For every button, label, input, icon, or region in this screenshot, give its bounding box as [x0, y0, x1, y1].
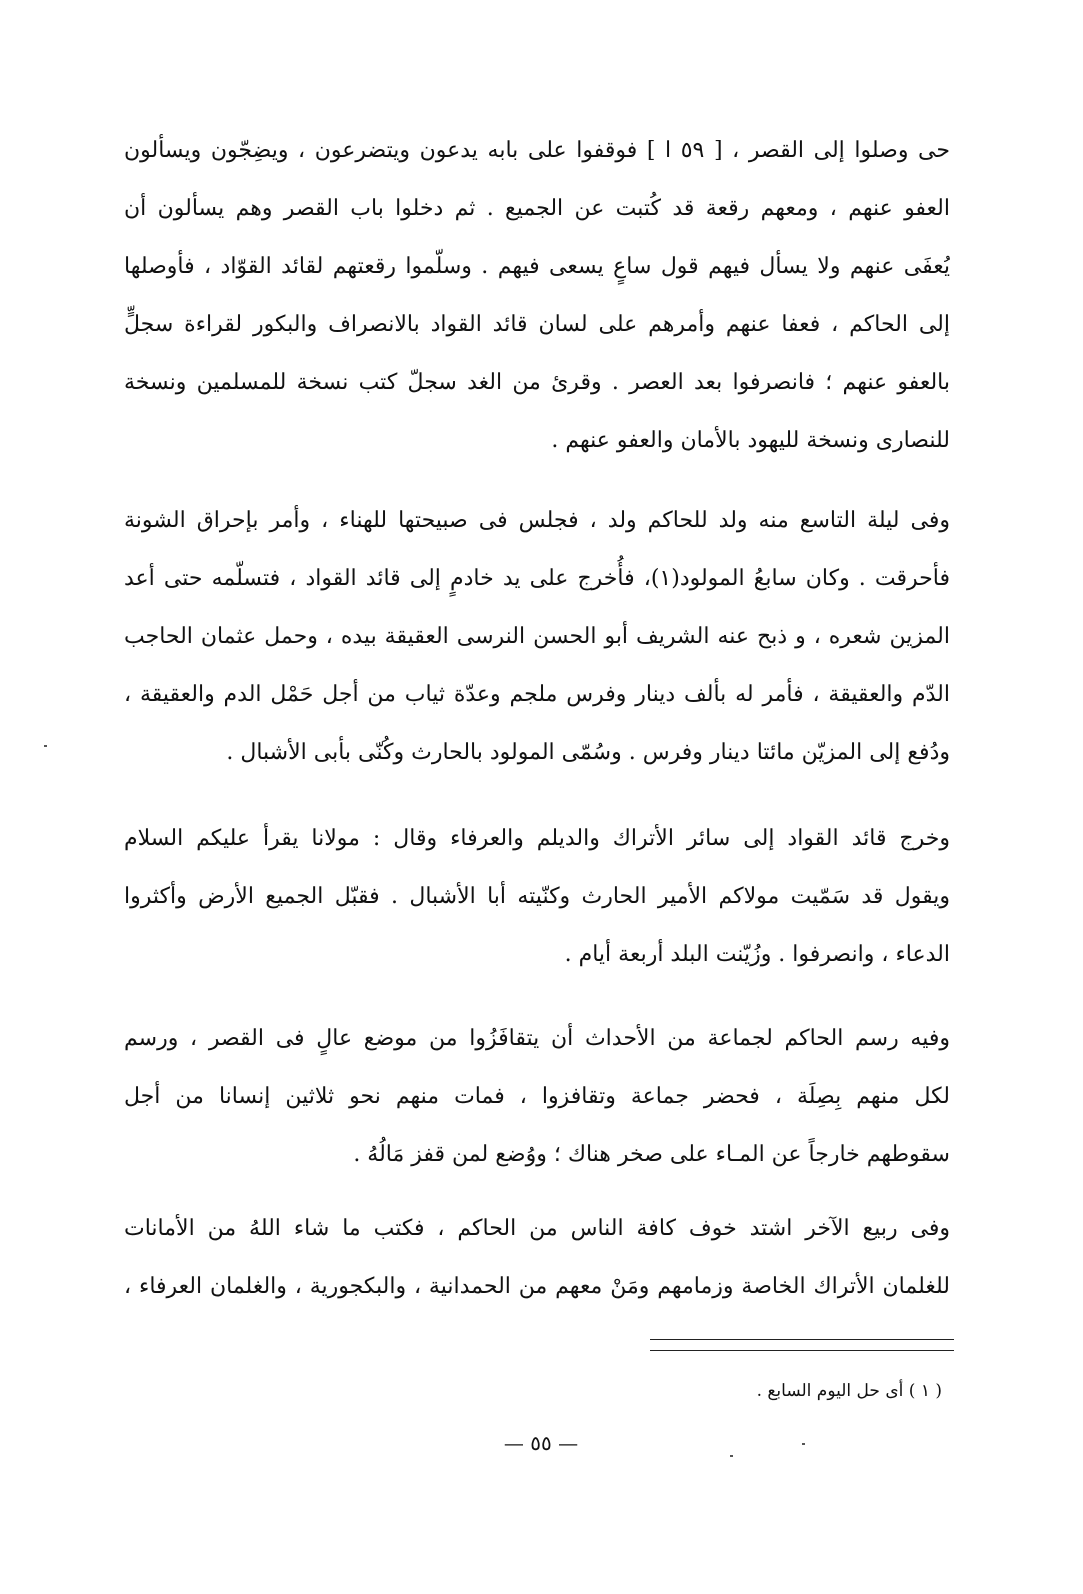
text-line: العفو عنهم ، ومعهم رقعة قد كُتبت عن الجميع . ثم دخلوا باب القصر وهم يسألون أن [124, 196, 950, 221]
text-line: ويقول قد سَمّيت مولاكم الأمير الحارث وكنّيته أبا الأشبال . فقبّل الجميع الأرض وأكثروا [124, 884, 950, 909]
text-line: سقوطهم خارجاً عن المـاء على صخر هناك ؛ ووُضع لمن قفز مَالُهُ . [353, 1142, 950, 1167]
text-line: ودُفع إلى المزيّن مائتا دينار وفرس . وسُمّى المولود بالحارث وكُنّى بأبى الأشبال . [226, 740, 950, 765]
paragraph-5 [124, 1200, 950, 1316]
footnote: ( ١ ) أى حل اليوم السابع . [756, 1381, 942, 1401]
text-line: وخرج قائد القواد إلى سائر الأتراك والديلم والعرفاء وقال : مولانا يقرأ عليكم السلام [124, 826, 950, 851]
text-line: الدّم والعقيقة ، فأمر له بألف دينار وفرس ملجم وعدّة ثياب من أجل حَمْل الدم والعقيقة ، [124, 682, 950, 707]
text-line: يُعفَى عنهم ولا يسأل فيهم قول ساعٍ يسعى فيهم . وسلّموا رقعتهم لقائد القوّاد ، فأوصلها [124, 254, 950, 279]
paragraph-2 [124, 492, 950, 782]
text-line: وفى ربيع الآخر اشتد خوف كافة الناس من الحاكم ، فكتب ما شاء اللهُ من الأمانات [124, 1216, 950, 1241]
text-line: وفى ليلة التاسع منه ولد للحاكم ولد ، فجلس فى صبيحتها للهناء ، وأمر بإحراق الشونة [124, 508, 950, 533]
paragraph-4 [124, 1010, 950, 1184]
text-line: إلى الحاكم ، فعفا عنهم وأمرهم على لسان قائد القواد بالانصراف والبكور لقراءة سجلٍّ [124, 312, 950, 337]
scan-speck [730, 1455, 733, 1457]
text-line: الدعاء ، وانصرفوا . وزُيّنت البلد أربعة أيام . [564, 942, 950, 967]
paragraph-1 [124, 122, 950, 470]
footnote-divider [650, 1339, 954, 1340]
scan-speck [802, 1443, 805, 1445]
text-line: وفيه رسم الحاكم لجماعة من الأحداث أن يتقافَزُوا من موضع عالٍ فى القصر ، ورسم [124, 1026, 950, 1051]
text-line: للنصارى ونسخة لليهود بالأمان والعفو عنهم . [551, 428, 950, 453]
footnote-divider [650, 1350, 954, 1351]
text-line: لكل منهم بِصِلَة ، فحضر جماعة وتقافزوا ، فمات منهم نحو ثلاثين إنسانا من أجل [124, 1084, 950, 1109]
text-line: للغلمان الأتراك الخاصة وزمامهم ومَنْ معهم من الحمدانية ، والبكجورية ، والغلمان العرفاء ، [124, 1274, 950, 1299]
text-line: حى وصلوا إلى القصر ، [ ٥٩ ا ] فوقفوا على بابه يدعون ويتضرعون ، ويضِجّون ويسألون [124, 138, 950, 163]
scan-speck [44, 745, 47, 747]
text-line: بالعفو عنهم ؛ فانصرفوا بعد العصر . وقرئ من الغد سجلّ كتب نسخة للمسلمين ونسخة [124, 370, 950, 395]
text-line: المزين شعره ، و ذبح عنه الشريف أبو الحسن النرسى العقيقة بيده ، وحمل عثمان الحاجب [124, 624, 950, 649]
page-number: — ٥٥ — [503, 1431, 579, 1455]
paragraph-3 [124, 810, 950, 984]
text-line: فأحرقت . وكان سابعُ المولود(١)، فأُخرج على يد خادمٍ إلى قائد القواد ، فتسلّمه حتى أعد [124, 566, 950, 591]
